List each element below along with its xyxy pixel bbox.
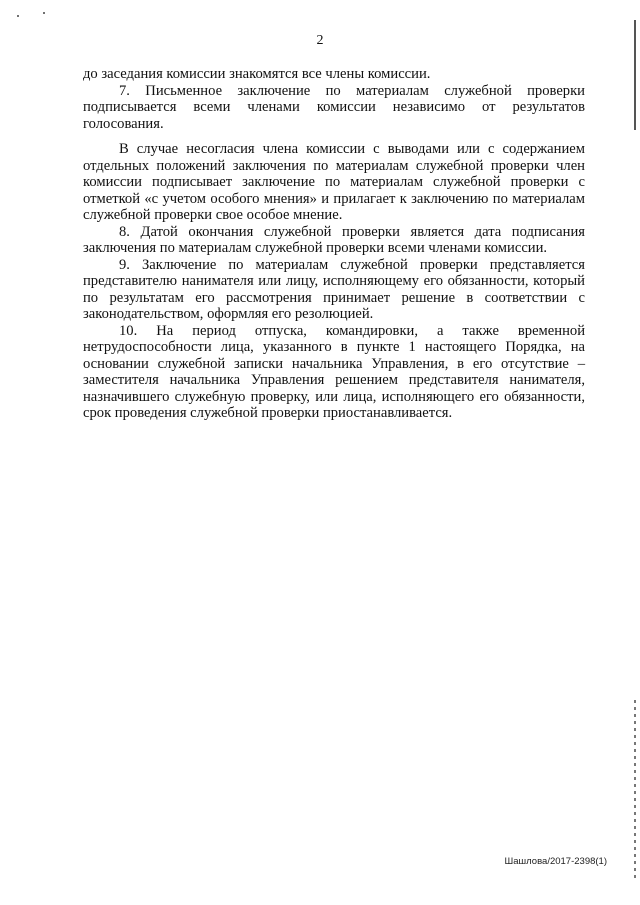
paragraph-item-8: 8. Датой окончания служебной проверки является дата подписания заключения по материалам служебной проверки всеми членами комиссии. — [83, 223, 585, 256]
scan-edge-shadow — [634, 700, 636, 880]
scan-speck — [17, 15, 19, 17]
document-body — [83, 66, 585, 422]
paragraph-item-9: 9. Заключение по материалам служебной проверки представляется представителю нанимателя или лицу, исполняющему его обязанности, который по результатам его рассмотрения принимает решение в соответствии с законодательством, оформляя его резолюцией. — [83, 256, 585, 322]
paragraph-item-10: 10. На период отпуска, командировки, а также временной нетрудоспособности лица, указанного в пункте 1 настоящего Порядка, на основании служебной записки начальника Управления, в его отсутствие – заместителя начальника Управления решением представителя нанимателя, назначившего служебную проверку, или лица, исполняющего его обязанности, срок проведения служебной проверки приостанавливается. — [83, 322, 585, 421]
page-number: 2 — [316, 33, 324, 48]
paragraph-continuation: до заседания комиссии знакомятся все члены комиссии. — [83, 66, 431, 82]
scan-speck — [43, 12, 45, 14]
document-registration-code: Шашлова/2017-2398(1) — [504, 856, 607, 867]
paragraph-item-7: 7. Письменное заключение по материалам служебной проверки подписывается всеми членами комиссии независимо от результатов голосования. — [83, 82, 585, 132]
paragraph-dissent: В случае несогласия члена комиссии с выводами или с содержанием отдельных положений заключения по материалам служебной проверки член комиссии подписывает заключение по материалам служебной проверки с отметкой «с учетом особого мнения» и прилагает к заключению по материалам служебной проверки свое особое мнение. — [83, 141, 585, 223]
